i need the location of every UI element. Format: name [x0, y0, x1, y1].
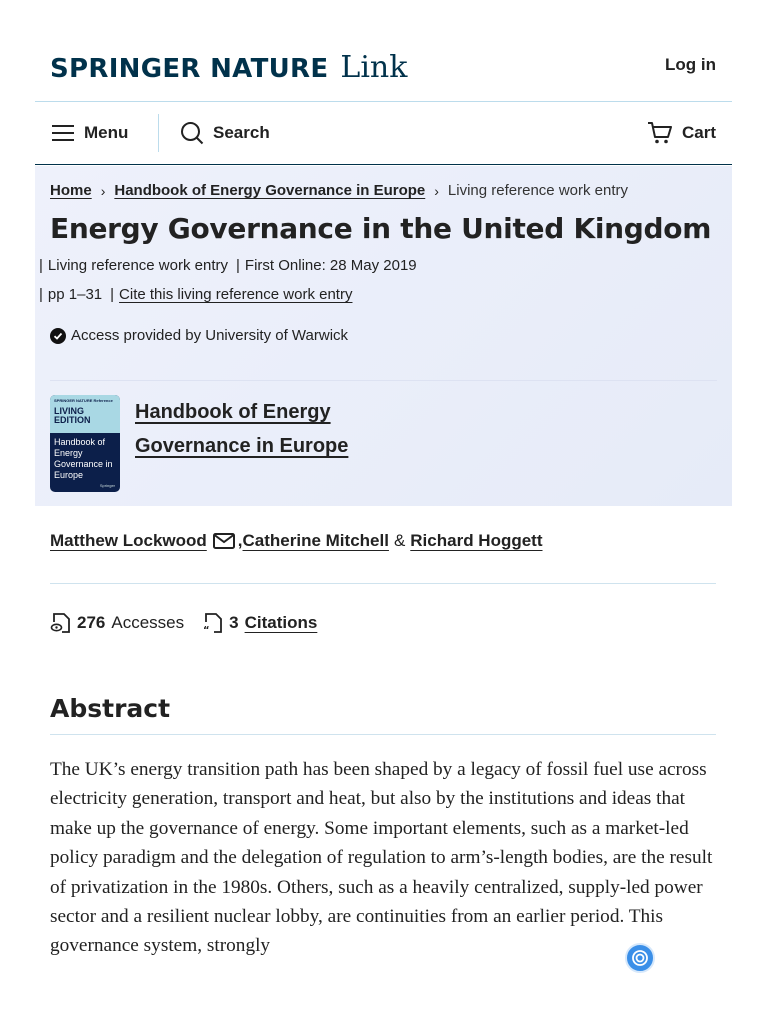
- breadcrumb-current: Living reference work entry: [447, 182, 629, 199]
- author-list: [50, 531, 543, 551]
- logo-product-text: Link: [340, 50, 408, 85]
- cover-publisher-text: Springer: [99, 483, 115, 488]
- chevron-right-icon: ›: [434, 182, 439, 199]
- cart-button[interactable]: [647, 102, 716, 164]
- cite-link[interactable]: Cite this living reference work entry: [119, 286, 353, 303]
- book-title-link[interactable]: Handbook of Energy Governance in Europe: [135, 401, 349, 457]
- citations-count: 3: [229, 613, 239, 632]
- accesses-count: 276: [77, 613, 106, 632]
- hero-divider: [50, 380, 717, 381]
- cover-edition-text: LIVING EDITION: [54, 406, 91, 425]
- abstract-heading: Abstract: [50, 694, 171, 723]
- cart-icon: [647, 121, 673, 145]
- menu-button[interactable]: [51, 102, 128, 164]
- abstract-text: The UK’s energy transition path has been shaped by a legacy of fossil fuel use across electricity generation, transport and heat, but also by the institutions and ideas that make up the governance of energy. Some important elements, such as a market-led policy paradigm and the delegation of regulation to arm’s-length bodies, are the result of privatization in the 1980s. Others, such as a heavily centralized, supply-led power sector and a resilient nuclear lobby, are continuities from an earlier period. This governance system, strongly: [50, 759, 713, 957]
- site-header: [35, 0, 732, 102]
- abstract-divider: [50, 734, 716, 735]
- eye-document-icon: [50, 612, 72, 634]
- article-meta-line-1: [39, 257, 417, 274]
- breadcrumb-home[interactable]: Home: [50, 182, 92, 199]
- citations-metric: [202, 612, 317, 634]
- author-ampersand: &: [393, 531, 406, 550]
- quote-document-icon: [202, 612, 224, 634]
- author-link-1[interactable]: Matthew Lockwood: [50, 531, 207, 550]
- article-meta-line-2: [39, 286, 352, 303]
- nav-separator: [158, 114, 159, 152]
- svg-text:“: “: [203, 625, 210, 634]
- article-metrics: [50, 612, 317, 634]
- section-divider: [50, 583, 716, 584]
- breadcrumb: [50, 182, 628, 199]
- cart-label: Cart: [681, 123, 716, 142]
- cover-series-text: SPRINGER NATURE Reference: [54, 398, 113, 403]
- meta-divider: |: [236, 257, 240, 274]
- meta-divider: |: [39, 257, 43, 274]
- search-button[interactable]: [180, 102, 270, 164]
- page-title: Energy Governance in the United Kingdom: [50, 212, 712, 245]
- logo-brand-text: SPRINGER NATURE: [50, 54, 329, 84]
- accesses-label: Accesses: [111, 613, 185, 632]
- book-cover-image[interactable]: [50, 395, 120, 492]
- author-link-3[interactable]: Richard Hoggett: [410, 531, 543, 550]
- target-icon: [631, 949, 649, 967]
- citations-link[interactable]: Citations: [244, 613, 318, 632]
- author-link-2[interactable]: Catherine Mitchell: [242, 531, 389, 550]
- meta-divider: |: [110, 286, 115, 303]
- author-comma: ,: [237, 531, 243, 550]
- access-text: Access provided by University of Warwick: [71, 327, 349, 344]
- meta-divider: |: [39, 286, 43, 303]
- access-notice: [50, 327, 348, 344]
- first-online-date: First Online: 28 May 2019: [244, 257, 417, 274]
- login-link[interactable]: Log in: [665, 55, 716, 74]
- search-icon: [180, 121, 204, 145]
- breadcrumb-handbook[interactable]: Handbook of Energy Governance in Europe: [114, 182, 426, 199]
- page-range: pp 1–31: [47, 286, 103, 303]
- article-hero: [35, 166, 732, 506]
- envelope-icon[interactable]: [213, 533, 235, 549]
- article-type: Living reference work entry: [47, 257, 228, 274]
- cover-title-text: Handbook of Energy Governance in Europe: [54, 437, 113, 480]
- main-nav: [35, 102, 732, 165]
- chevron-right-icon: ›: [100, 182, 106, 199]
- hamburger-icon: [51, 124, 75, 142]
- menu-label: Menu: [84, 123, 129, 142]
- springer-nature-link-logo[interactable]: [50, 50, 407, 84]
- search-label: Search: [213, 123, 270, 142]
- assistant-floating-button[interactable]: [625, 943, 655, 973]
- checkmark-icon: [50, 328, 66, 344]
